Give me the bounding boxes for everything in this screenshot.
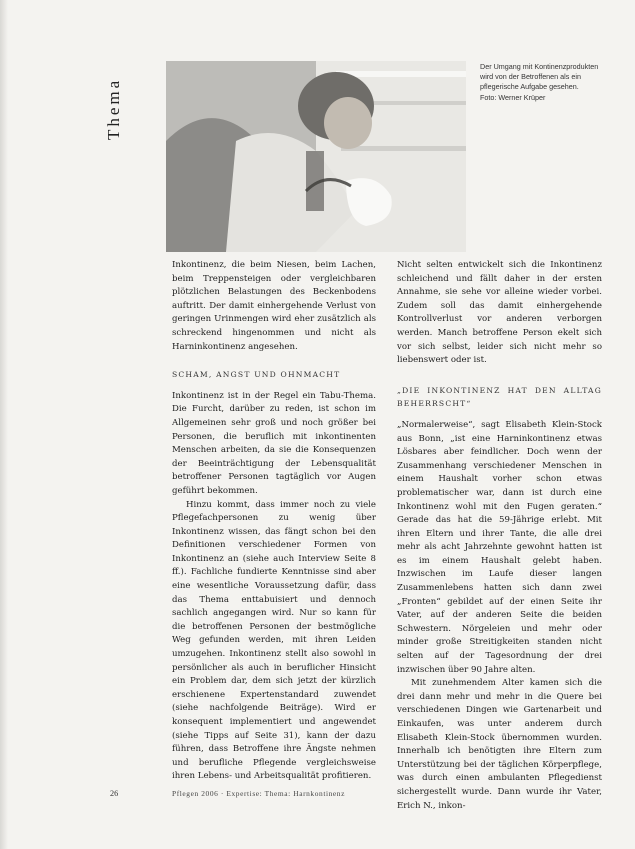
paragraph: Mit zunehmendem Alter kamen sich die drei dann mehr und mehr in die Quere bei verschiedenen Dingen wie Gartenarbeit und Einkaufen, was unter anderem durch Elisabeth Klein-Stock übernommen wurden. Innerhalb ich benötigten ihre Eltern zum Unterstützung bei der täglichen Körperpflege, was durch einen ambulanten Pflegedienst sichergestellt wurde. Dann wurde ihr Vater, Erich N., inkon- [397, 678, 602, 811]
footer-source: Pflegen 2006 · Expertise: Thema: Harnkontinenz [172, 789, 345, 798]
paragraph: „Normalerweise“, sagt Elisabeth Klein-Stock aus Bonn, „ist eine Harninkontinenz etwas Lösbares aber feindlicher. Doch wenn der Zusammenhang verschiedener Menschen in einem Haushalt vorher schon etwas problematischer war, dann ist durch eine Inkontinenz wohl mit den Fugen geraten.“ Gerade das hat die 59-Jährige erlebt. Mit ihren Eltern und ihrer Tante, die alle drei mehr als acht Jahrzehnte gewohnt hatten ist es im einem Haushalt gelebt haben. Inzwischen im Laufe dieser langen Zusammenlebens hatten sich dann zwei „Fronten“ gebildet auf der einen Seite ihr Vater, auf der anderen Seite die beiden Schwestern. Nörgeleien und mehr oder minder große Streitigkeiten standen nicht selten auf der Tagesordnung der drei inzwischen über 90 Jahre alten. [397, 419, 602, 675]
paragraph: Nicht selten entwickelt sich die Inkontinenz schleichend und fällt daher in der ersten Annahme, sie sehe vor alleine wieder vorbei. Zudem soll das damit einhergehende Kontrollverlust vor anderen verborgen werden. Manch betroffene Person ekelt sich vor sich selbst, leider sich nicht mehr so liebenswert oder ist. [397, 260, 602, 366]
paragraph: Inkontinenz ist ​in ​der ​Regel ​ein ​​Tabu​​-​Thema. Die Furcht, darüber zu reden, ist schon im Allgemeinen sehr groß und noch größer bei Personen, die beruflich mit inkontinenten Menschen arbeiten, da sie die Konsequenzen der Beeinträchtigung der Lebensqualität betroffener Personen tagtäglich vor Augen geführt bekommen. [172, 390, 376, 496]
photo-caption [480, 62, 600, 103]
caption-text: Der Umgang mit Kontinenzprodukten wird von der Betroffenen als ein pflegerische Aufgabe gesehen. [480, 62, 599, 92]
section-subheading: SCHAM, ANGST UND OHNMACHT [172, 370, 341, 380]
section-subheading: „DIE INKONTINENZ HAT DEN ALLTAG BEHERRSCHT“ [397, 385, 602, 409]
page-edge-shadow [0, 0, 8, 849]
paragraph: Hinzu kommt, dass immer noch zu viele Pflegefachpersonen zu wenig über Inkontinenz wissen, das fängt schon bei den Definitionen verschiedener Formen von Inkontinenz an (siehe auch Interview Seite 8 ff.). Fachliche fundierte Kenntnisse sind aber eine wesentliche Voraussetzung dafür, dass das Thema enttabuisiert und dennoch sachlich angegangen wird. Nur so kann für die betroffenen Personen der bestmögliche Weg gefunden werden, mit ihren Leiden umzugehen. Inkontinenz stellt also sowohl in persönlicher als auch in beruflicher Hinsicht ein Problem dar, dem sich jetzt der kürzlich erschienene Expertenstandard zuwendet (siehe nachfolgende Beiträge). Wird er konsequent implementiert und angewendet (siehe Tipps auf Seite 31), kann der dazu führen, dass Betroffene ihre Ängste nehmen und berufliche Pflegende vergleichsweise ihren Lebens- und Arbeitsqualität profitieren. [172, 499, 376, 782]
text-column-left [172, 259, 376, 784]
paragraph: Inkontinenz, die beim Niesen, beim Lachen, beim Treppensteigen oder vergleichbaren plötzlichen Belastungen des Beckenbodens auftritt. Der damit einhergehende Verlust von geringen Urinmengen wird eher zusätzlich als schreckend hingenommen und nicht als Harninkontinenz angesehen. [172, 260, 376, 352]
text-column-right [397, 259, 602, 813]
page-number: 26 [110, 789, 119, 798]
photo-illustration [166, 61, 466, 252]
section-label: Thema [104, 77, 123, 140]
caption-credit: Foto: Werner Krüper [480, 92, 546, 102]
article-photo [166, 61, 466, 252]
